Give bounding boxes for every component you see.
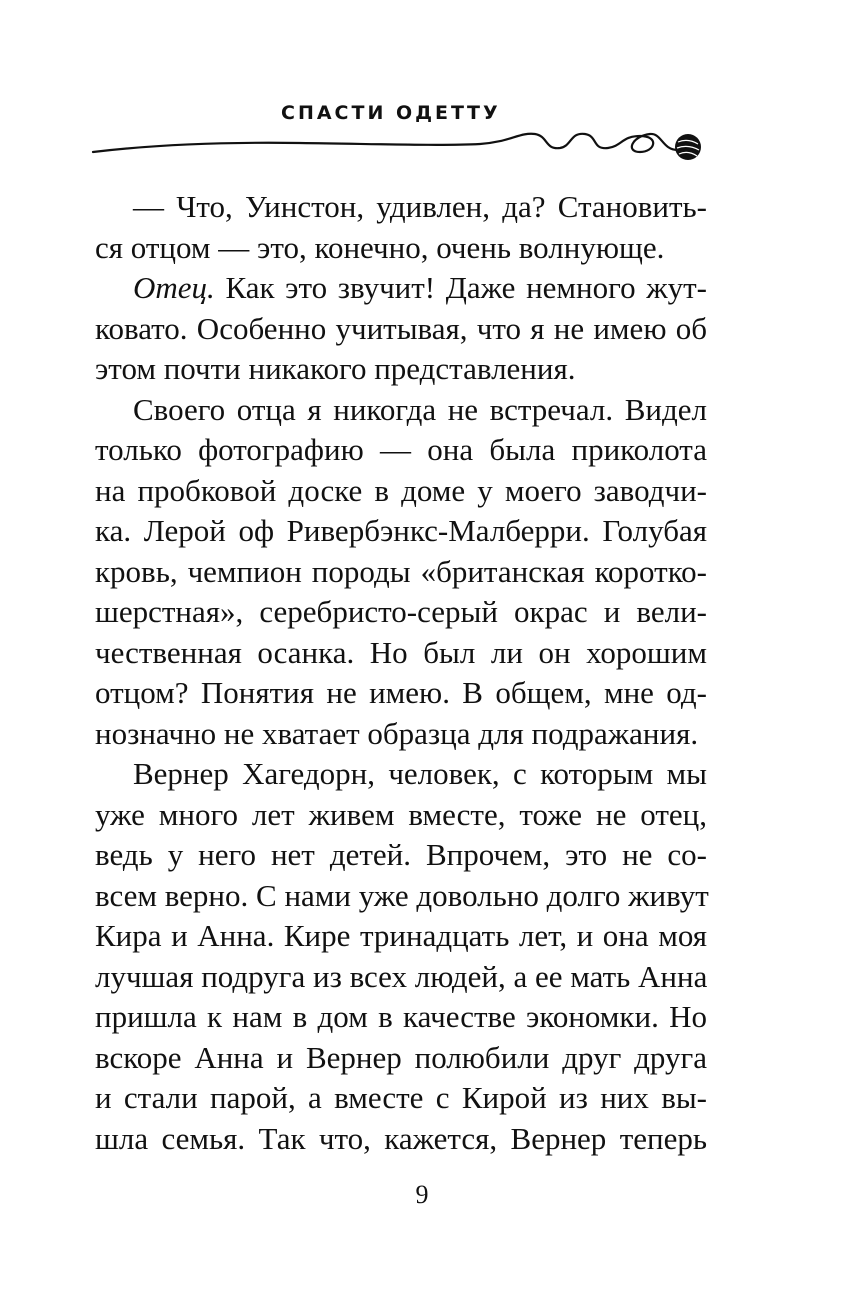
text-line: вскоре Анна и Вернер полюбили друг друга	[95, 1039, 707, 1075]
running-title: СПАСТИ ОДЕТТУ	[281, 102, 501, 124]
text-line: на пробковой доске в доме у моего заводчи-	[95, 472, 707, 508]
text-line: этом почти никакого представления.	[95, 351, 576, 386]
text-line: и стали парой, а вместе с Кирой из них вы-	[95, 1080, 707, 1115]
italic-lead-word: Отец.	[133, 270, 215, 305]
running-header	[0, 92, 844, 172]
text-line: ся отцом — это, конечно, очень волнующе.	[95, 229, 665, 265]
text-line: Своего отца я никогда не встречал. Видел	[133, 391, 707, 427]
text-line: ведь у него нет детей. Впрочем, это не со-	[95, 837, 707, 872]
text-line: лучшая подруга из всех людей, а ее мать Анна	[95, 958, 708, 994]
paragraph	[95, 390, 707, 755]
text-line	[95, 268, 707, 309]
text-line: пришла к нам в дом в качестве экономки. Но	[95, 999, 707, 1034]
text-line: всем верно. С нами уже довольно долго живут	[95, 877, 709, 913]
text-line: шла семья. Так что, кажется, Вернер теперь	[95, 1120, 707, 1156]
paragraph	[95, 187, 707, 268]
paragraph	[95, 268, 707, 390]
paragraph	[95, 754, 707, 1159]
text-line: ковато. Особенно учитывая, что я не имею об	[95, 310, 707, 346]
text-line: кровь, чемпион породы «британская коротко-	[95, 553, 707, 589]
text-line: нозначно не хватает образца для подражания.	[95, 715, 699, 751]
page-number: 9	[415, 1180, 429, 1209]
text-line: ка. Лерой оф Ривербэнкс-Малберри. Голубая	[95, 513, 707, 548]
text-line: Кира и Анна. Кире тринадцать лет, и она моя	[95, 918, 707, 953]
body-text	[95, 187, 707, 1159]
text-line: уже много лет живем вместе, тоже не отец,	[95, 796, 707, 832]
text-line: отцом? Понятия не имею. В общем, мне од-	[95, 675, 707, 710]
text-line: шерстная», серебристо-серый окрас и вели-	[95, 594, 707, 629]
text-line-rest: Как это звучит! Даже немного жут-	[225, 270, 707, 305]
text-line: — Что, Уинстон, удивлен, да? Становить-	[133, 189, 707, 224]
text-line: Вернер Хагедорн, человек, с которым мы	[133, 756, 707, 791]
text-line: только фотографию — она была приколота	[95, 432, 707, 467]
text-line: чественная осанка. Но был ли он хорошим	[95, 634, 707, 670]
